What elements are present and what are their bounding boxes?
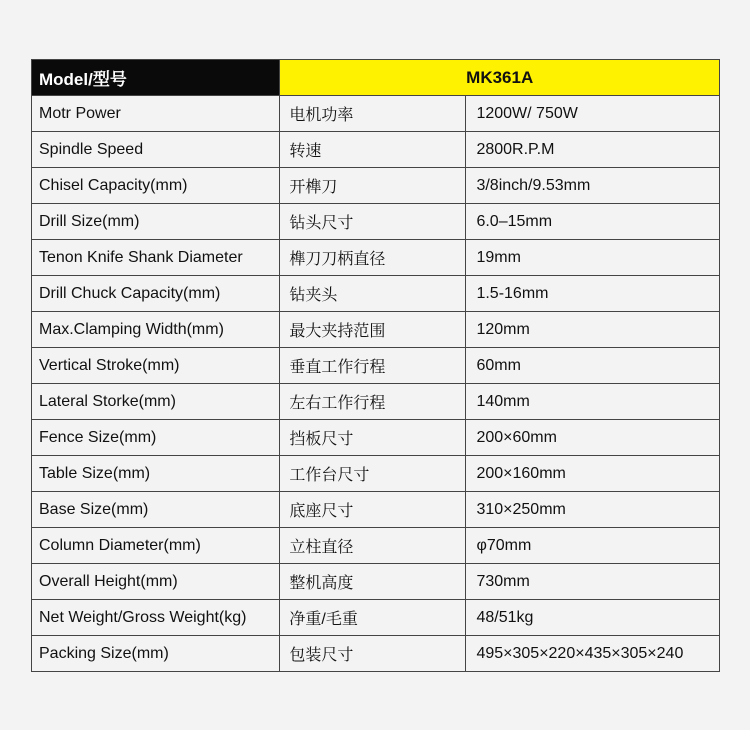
spec-value: 2800R.P.M: [466, 132, 720, 168]
table-row: [32, 240, 720, 276]
spec-value: 1.5-16mm: [466, 276, 720, 312]
spec-name-en: Table Size(mm): [32, 456, 280, 492]
spec-value: 310×250mm: [466, 492, 720, 528]
model-label: Model/型号: [32, 60, 280, 96]
model-value: MK361A: [280, 60, 720, 96]
spec-name-cn: 转速: [280, 132, 466, 168]
spec-value: 140mm: [466, 384, 720, 420]
spec-name-en: Drill Chuck Capacity(mm): [32, 276, 280, 312]
spec-name-en: Tenon Knife Shank Diameter: [32, 240, 280, 276]
spec-value: 19mm: [466, 240, 720, 276]
table-row: [32, 168, 720, 204]
spec-value: 200×60mm: [466, 420, 720, 456]
spec-name-en: Lateral Storke(mm): [32, 384, 280, 420]
table-row: [32, 204, 720, 240]
table-row: [32, 528, 720, 564]
table-row: [32, 420, 720, 456]
spec-name-cn: 钻头尺寸: [280, 204, 466, 240]
spec-name-en: Overall Height(mm): [32, 564, 280, 600]
spec-value: 60mm: [466, 348, 720, 384]
spec-name-cn: 钻夹头: [280, 276, 466, 312]
spec-name-en: Net Weight/Gross Weight(kg): [32, 600, 280, 636]
spec-name-en: Drill Size(mm): [32, 204, 280, 240]
spec-name-en: Vertical Stroke(mm): [32, 348, 280, 384]
table-row: [32, 384, 720, 420]
table-row: [32, 564, 720, 600]
spec-name-en: Base Size(mm): [32, 492, 280, 528]
spec-value: 120mm: [466, 312, 720, 348]
spec-value: 1200W/ 750W: [466, 96, 720, 132]
spec-name-cn: 电机功率: [280, 96, 466, 132]
spec-name-cn: 立柱直径: [280, 528, 466, 564]
spec-value: 200×160mm: [466, 456, 720, 492]
spec-name-cn: 开榫刀: [280, 168, 466, 204]
spec-name-cn: 净重/毛重: [280, 600, 466, 636]
spec-table-body: [32, 60, 720, 672]
table-row: [32, 636, 720, 672]
table-row: [32, 132, 720, 168]
spec-name-en: Fence Size(mm): [32, 420, 280, 456]
spec-value: 6.0–15mm: [466, 204, 720, 240]
table-row: [32, 600, 720, 636]
spec-name-en: Motr Power: [32, 96, 280, 132]
spec-value: 730mm: [466, 564, 720, 600]
table-row: [32, 276, 720, 312]
spec-name-cn: 垂直工作行程: [280, 348, 466, 384]
spec-table: [31, 59, 720, 672]
table-row: [32, 312, 720, 348]
table-header-row: [32, 60, 720, 96]
table-row: [32, 492, 720, 528]
spec-name-cn: 左右工作行程: [280, 384, 466, 420]
spec-name-cn: 底座尺寸: [280, 492, 466, 528]
spec-name-cn: 挡板尺寸: [280, 420, 466, 456]
spec-name-cn: 整机高度: [280, 564, 466, 600]
spec-name-en: Max.Clamping Width(mm): [32, 312, 280, 348]
spec-name-en: Chisel Capacity(mm): [32, 168, 280, 204]
spec-value: 495×305×220×435×305×240: [466, 636, 720, 672]
spec-value: 48/51kg: [466, 600, 720, 636]
spec-name-cn: 工作台尺寸: [280, 456, 466, 492]
table-row: [32, 96, 720, 132]
spec-name-cn: 榫刀刀柄直径: [280, 240, 466, 276]
spec-value: φ70mm: [466, 528, 720, 564]
spec-name-en: Column Diameter(mm): [32, 528, 280, 564]
spec-value: 3/8inch/9.53mm: [466, 168, 720, 204]
table-row: [32, 348, 720, 384]
spec-name-en: Packing Size(mm): [32, 636, 280, 672]
spec-name-en: Spindle Speed: [32, 132, 280, 168]
spec-name-cn: 包装尺寸: [280, 636, 466, 672]
table-row: [32, 456, 720, 492]
spec-name-cn: 最大夹持范围: [280, 312, 466, 348]
